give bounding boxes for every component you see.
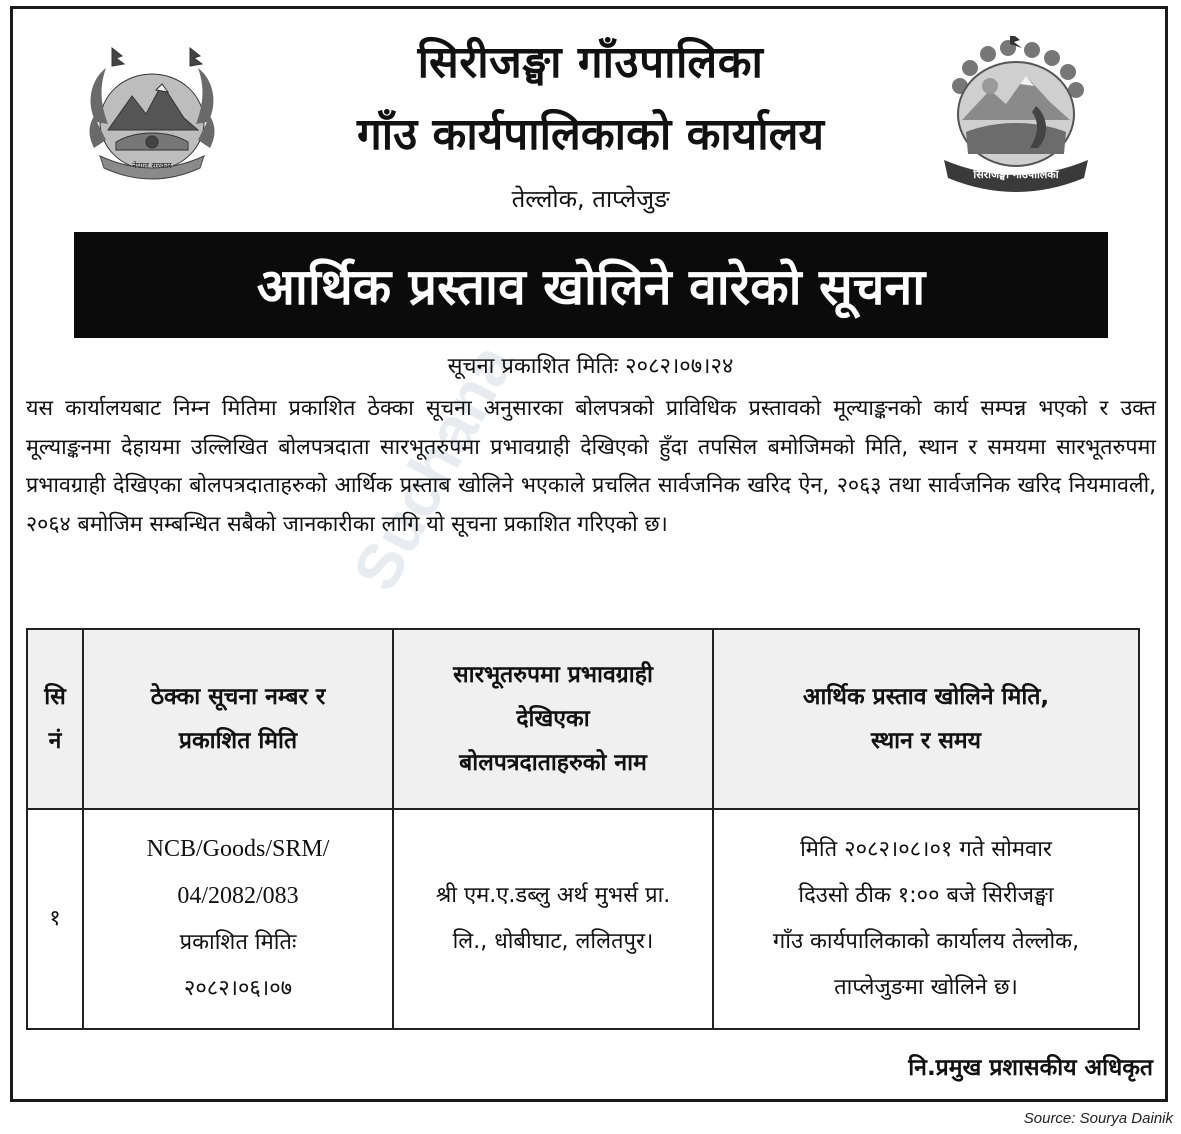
notice-number-line1: NCB/Goods/SRM/ (146, 836, 330, 862)
notice-title-banner (74, 232, 1108, 338)
header-opening-line2: स्थान र समय (871, 728, 981, 754)
header-notice-line2: प्रकाशित मिति (178, 728, 298, 754)
header-notice-number (83, 629, 393, 809)
cell-serial-number: १ (27, 809, 83, 1029)
bidder-name-line1: श्री एम.ए.डब्लु अर्थ मुभर्स प्रा. (435, 883, 671, 908)
header-opening-details (713, 629, 1139, 809)
source-credit: Source: Sourya Dainik (1023, 1110, 1173, 1127)
opening-line3: गाँउ कार्यपालिकाको कार्यालय तेल्लोक, (772, 929, 1080, 954)
opening-line2: दिउसो ठीक १:०० बजे सिरीजङ्घा (798, 883, 1054, 908)
notice-number-line2: 04/2082/083 (177, 883, 299, 909)
cell-bidder-name (393, 809, 713, 1029)
notice-published-date: २०८२।०६।०७ (183, 976, 293, 1001)
opening-line4: ताप्लेजुङमा खोलिने छ। (834, 975, 1018, 1000)
right-emblem-text: सिरीजङ्घा गाउँपालिका (973, 168, 1059, 181)
cell-opening-details (713, 809, 1139, 1029)
header-sn-line2: नं (48, 728, 62, 754)
header-bidder-name (393, 629, 713, 809)
notice-published-label: प्रकाशित मितिः (179, 930, 297, 955)
table-header-row (27, 629, 1139, 809)
header-sn-line1: सि (44, 684, 66, 710)
header-bidder-line3: बोलपत्रदाताहरुको नाम (459, 750, 647, 776)
notice-body: यस कार्यालयबाट निम्न मितिमा प्रकाशित ठेक्का सूचना अनुसारका बोलपत्रको प्राविधिक प्रस्तावको मूल्याङ्कनको कार्य सम्पन्न भएको र उक्त मूल्याङ्कनमा देहायमा उल्लिखित बोलपत्रदाता सारभूतरुपमा प्रभावग्राही देखिएको हुँदा तपसिल बमोजिमको मिति, स्थान र समयमा सारभूतरुपमा प्रभावग्राही देखिएका बोलपत्रदाताहरुको आर्थिक प्रस्ताब खोलिने भएकाले प्रचलित सार्वजनिक खरिद ऐन, २०६३ तथा सार्वजनिक खरिद नियमावली, २०६४ बमोजिम सम्बन्धित सबैको जानकारीका लागि यो सूचना प्रकाशित गरिएको छ। (26, 396, 1156, 537)
header-opening-line1: आर्थिक प्रस्ताव खोलिने मिति, (802, 684, 1050, 710)
cell-notice-number (83, 809, 393, 1029)
signature-title: नि.प्रमुख प्रशासकीय अधिकृत (908, 1055, 1153, 1081)
office-name: गाँउ कार्यपालिकाको कार्यालय (356, 109, 825, 160)
published-date: सूचना प्रकाशित मितिः २०८२।०७।२४ (447, 354, 734, 379)
header-serial-number (27, 629, 83, 809)
table-row (27, 809, 1139, 1029)
watermark: Suchana (338, 332, 528, 602)
notice-table (26, 628, 1140, 1030)
municipality-name: सिरीजङ्घा गाँउपालिका (417, 37, 764, 88)
header-notice-line1: ठेक्का सूचना नम्बर र (150, 684, 326, 710)
notice-title: आर्थिक प्रस्ताव खोलिने वारेको सूचना (256, 258, 926, 316)
bidder-name-line2: लि., धोबीघाट, ललितपुर। (452, 929, 654, 954)
opening-line1: मिति २०८२।०८।०१ गते सोमवार (800, 837, 1052, 862)
office-address: तेल्लोक, ताप्लेजुङ (511, 185, 670, 213)
header-bidder-line2: देखिएका (516, 706, 590, 732)
left-emblem-text: नेपाल सरकार (132, 161, 172, 170)
header-bidder-line1: सारभूतरुपमा प्रभावग्राही (453, 662, 653, 688)
